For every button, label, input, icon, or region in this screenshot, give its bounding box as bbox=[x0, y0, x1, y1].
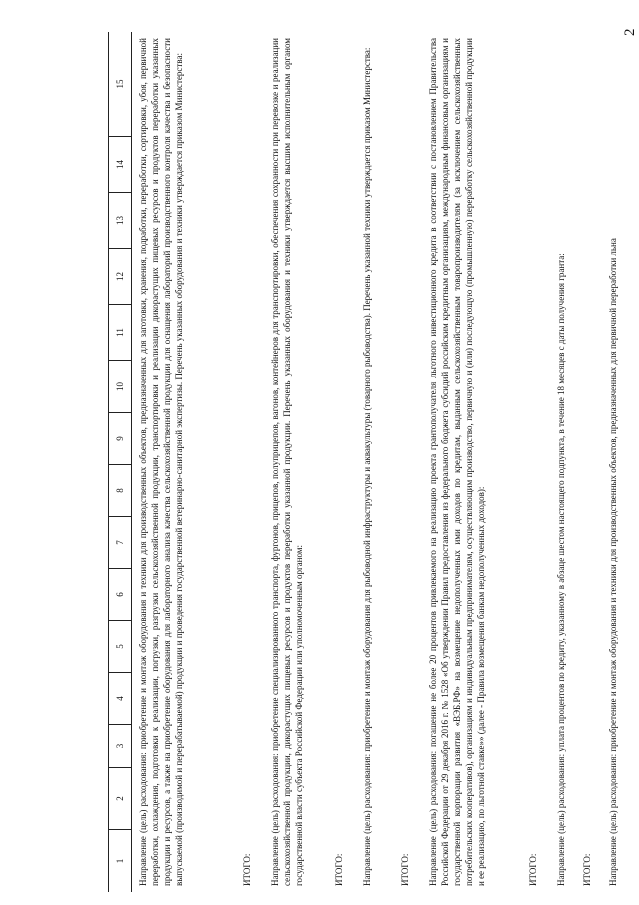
column-header-3: 3 bbox=[109, 725, 131, 768]
column-header-1: 1 bbox=[115, 858, 125, 864]
column-header-5: 5 bbox=[109, 621, 131, 673]
section-4-total: ИТОГО: bbox=[528, 853, 538, 886]
column-header-10: 10 bbox=[109, 361, 131, 413]
section-5-text: Направление (цель) расходования: уплата процентов по кредиту, указанному в абзаце шестом настоящего подпункта, в течение 18 месяцев с даты получения гранта: bbox=[556, 253, 566, 886]
column-header-9: 9 bbox=[109, 413, 131, 465]
column-header-row bbox=[108, 32, 132, 892]
section-2-total: ИТОГО: bbox=[334, 853, 344, 886]
section-3-text: Направление (цель) расходования: приобретение и монтаж оборудования для рыбоводной инфраструктуры и аквакультуры (товарного рыбоводства). Перечень указанной техники утверждается приказом Министерства: bbox=[362, 47, 372, 886]
column-header-4: 4 bbox=[109, 673, 131, 725]
column-header-13: 13 bbox=[109, 193, 131, 249]
section-6-text: Направление (цель) расходования: приобретение и монтаж оборудования и техники для производственных объектов, предназначенных для первичной переработки льна bbox=[608, 238, 618, 886]
section-5-total: ИТОГО: bbox=[582, 853, 592, 886]
column-header-15: 15 bbox=[109, 32, 131, 137]
page-number: 2 bbox=[622, 28, 638, 36]
column-header-2: 2 bbox=[109, 768, 131, 830]
column-header-11: 11 bbox=[109, 305, 131, 361]
section-1-text: Направление (цель) расходования: приобретение и монтаж оборудования и техники для производственных объектов, предназначенных для заготовки, хранения, подработки, переработки, сортировки, убоя, первичной переработки, охлаждения, подготовки к реализации, погрузки, разгрузки сельскохозяйственной продукции, транспортировки и реализации дикорастущих пищевых ресурсов и продуктов переработки указанных продукции и ресурсов, а также на приобретение оборудования для лабораторного анализа качества сельскохозяйственной продукции для оснащения лабораторий производственного контроля качества и безопасности выпускаемой (производимой и перерабатываемой) продукции и проведения государственной ветеринарно-санитарной экспертизы. Перечень указанных оборудования и техники утверждается приказом Министерства: bbox=[138, 38, 184, 886]
section-2-text: Направление (цель) расходования: приобретение специализированного транспорта, фургонов, прицепов, полуприцепов, вагонов, контейнеров для транспортировки, обеспечения сохранности при перевозке и реализации сельскохозяйственной продукции, дикорастущих пищевых ресурсов и продуктов переработки указанной продукции. Перечень указанных оборудования и техники утверждается высшим исполнительным органом государственной власти субъекта Российской Федерации или уполномоченным органом: bbox=[270, 38, 304, 886]
column-header-12: 12 bbox=[109, 249, 131, 305]
column-header-7: 7 bbox=[109, 517, 131, 569]
column-header-14: 14 bbox=[109, 137, 131, 193]
column-header-8: 8 bbox=[109, 465, 131, 517]
section-4-text: Направление (цель) расходования: погашение не более 20 процентов привлекаемого на реализацию проекта грантополучателя льготного инвестиционного кредита в соответствии с постановлением Правительства Российской Федерации от 29 декабря 2016 г. № 1528 «Об утверждении Правил предоставления из федерального бюджета субсидий российским кредитным организациям, международным финансовым организациям и государственной корпорации развития «ВЭБ.РФ» на возмещение недополученных ими доходов по кредитам, выданным сельскохозяйственным товаропроизводителям (за исключением сельскохозяйственных потребительских кооперативов), организациям и индивидуальным предпринимателям, осуществляющим производство, первичную и (или) последующую (промышленную) переработку сельскохозяйственной продукции и ее реализацию, по льготной ставке»» (далее - Правила возмещения банкам недополученных доходов): bbox=[428, 38, 486, 886]
rotated-table bbox=[108, 32, 620, 892]
section-1-total: ИТОГО: bbox=[242, 853, 252, 886]
section-3-total: ИТОГО: bbox=[400, 853, 410, 886]
column-header-6: 6 bbox=[109, 569, 131, 621]
